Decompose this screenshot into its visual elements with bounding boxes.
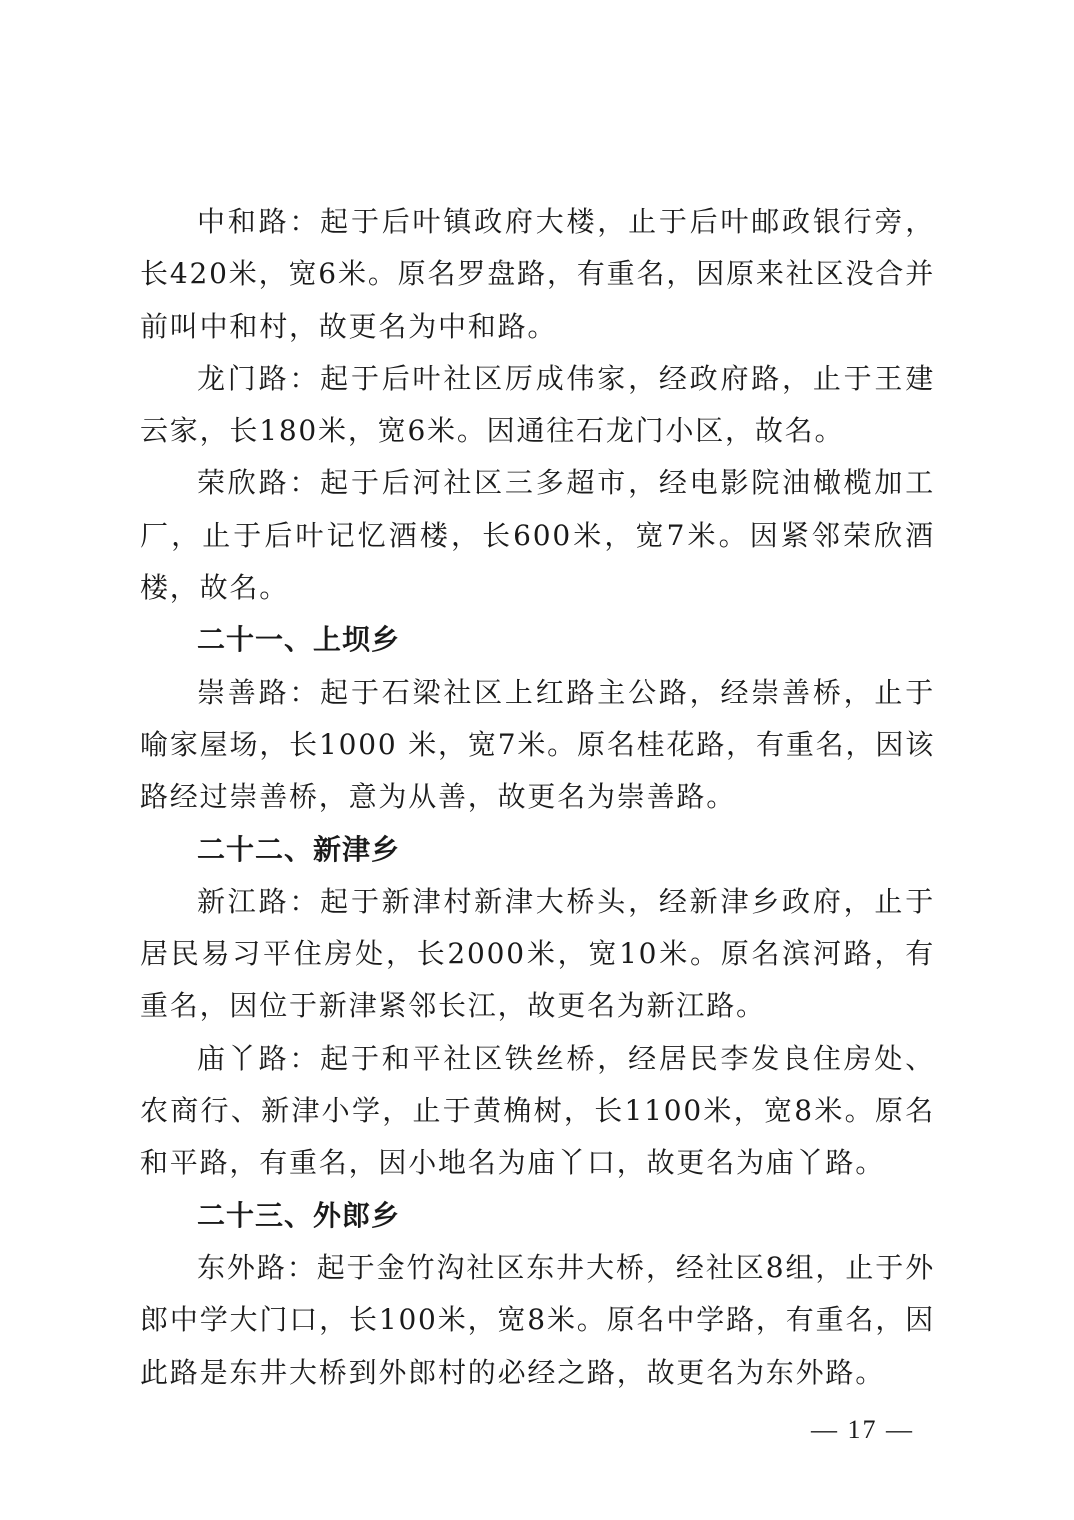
paragraph-dongwai-road: 东外路：起于金竹沟社区东井大桥，经社区8组，止于外郎中学大门口，长100米，宽8米。原名中学路，有重名，因此路是东井大桥到外郎村的必经之路，故更名为东外路。 xyxy=(140,1250,935,1389)
paragraph-rongxin-road: 荣欣路：起于后河社区三多超市，经电影院油橄榄加工厂，止于后叶记忆酒楼，长600米，宽7米。因紧邻荣欣酒楼，故名。 xyxy=(140,466,935,605)
paragraph-chongshan-road: 崇善路：起于石梁社区上红路主公路，经崇善桥，止于喻家屋场，长1000 米，宽7米。原名桂花路，有重名，因该路经过崇善桥，意为从善，故更名为崇善路。 xyxy=(140,675,935,814)
section-heading-shangba: 二十一、上坝乡 xyxy=(197,623,401,657)
paragraph-miaoya-road: 庙丫路：起于和平社区铁丝桥，经居民李发良住房处、农商行、新津小学，止于黄桷树，长1100米，宽8米。原名和平路，有重名，因小地名为庙丫口，故更名为庙丫路。 xyxy=(140,1041,935,1180)
paragraph-zhonghe-road: 中和路：起于后叶镇政府大楼，止于后叶邮政银行旁，长420米，宽6米。原名罗盘路，有重名，因原来社区没合并前叫中和村，故更名为中和路。 xyxy=(140,205,935,343)
section-heading-wailang: 二十三、外郎乡 xyxy=(197,1198,401,1232)
paragraph-longmen-road: 龙门路：起于后叶社区厉成伟家，经政府路，止于王建云家，长180米，宽6米。因通往石龙门小区，故名。 xyxy=(140,361,935,448)
paragraph-xinjiang-road: 新江路：起于新津村新津大桥头，经新津乡政府，止于居民易习平住房处，长2000米，宽10米。原名滨河路，有重名，因位于新津紧邻长江，故更名为新江路。 xyxy=(140,884,935,1023)
section-heading-xinjin: 二十二、新津乡 xyxy=(197,832,401,866)
document-body xyxy=(140,196,935,1399)
page-number: — 17 — xyxy=(811,1415,914,1444)
